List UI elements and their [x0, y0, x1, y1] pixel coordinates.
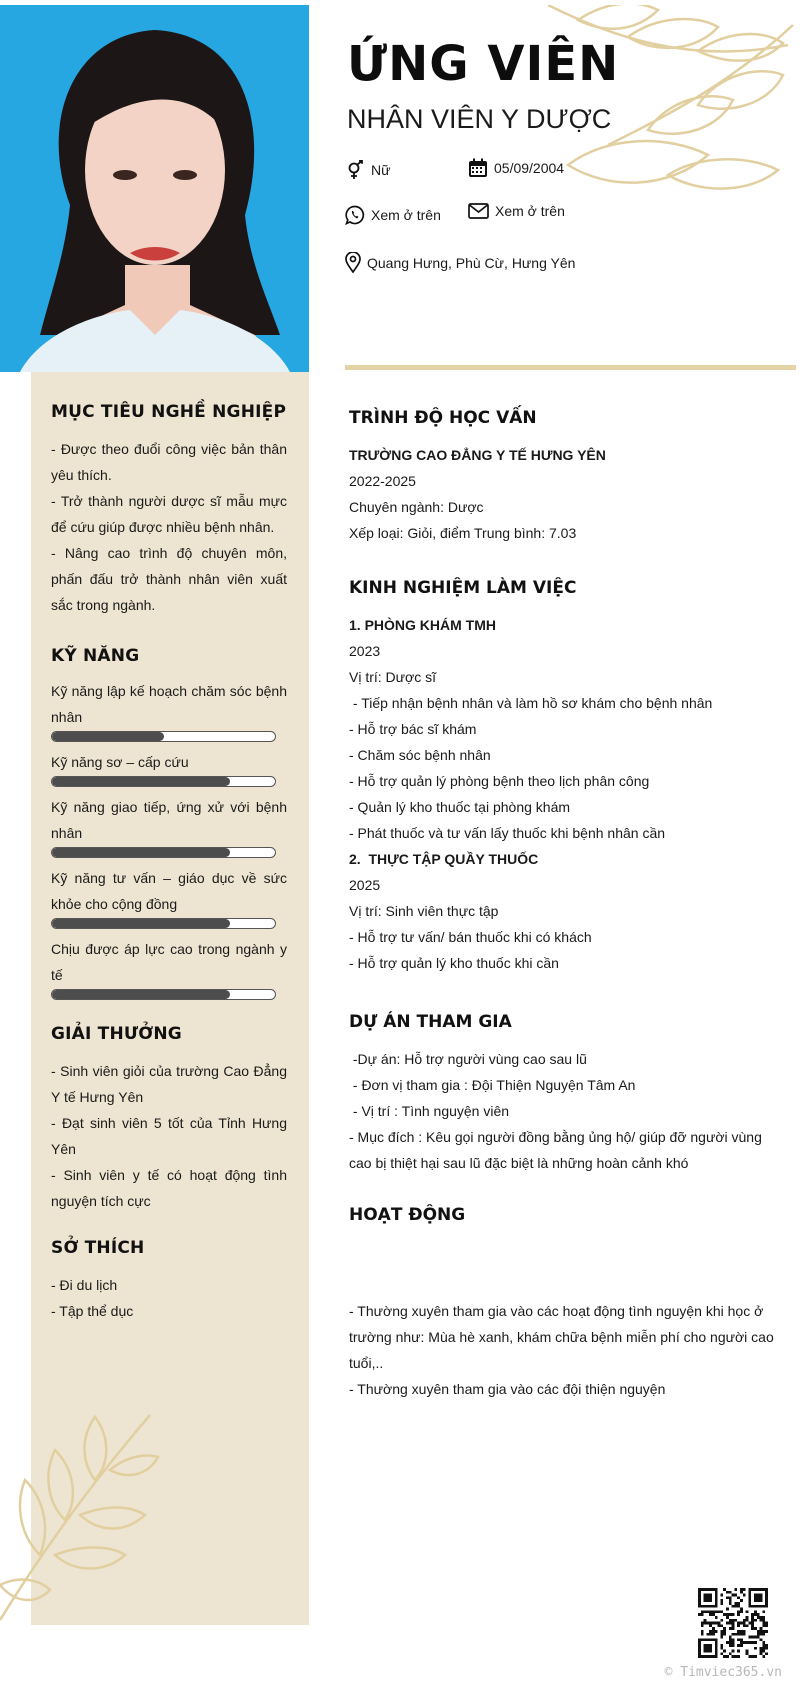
candidate-name: ỨNG VIÊN — [347, 36, 620, 92]
education-grade: Xếp loại: Giỏi, điểm Trung bình: 7.03 — [349, 525, 577, 541]
skill-level-bar — [51, 731, 276, 742]
job-task: - Hỗ trợ quản lý kho thuốc khi cần — [349, 955, 559, 971]
header-divider — [345, 365, 796, 370]
job-task: - Chăm sóc bệnh nhân — [349, 747, 491, 763]
skill-name: Chịu được áp lực cao trong ngành y tế — [51, 941, 287, 983]
skill-level-bar — [51, 776, 276, 787]
gender-info — [345, 160, 390, 180]
education-title: TRÌNH ĐỘ HỌC VẤN — [349, 408, 537, 428]
skill-name: Kỹ năng giao tiếp, ứng xử với bệnh nhân — [51, 799, 287, 841]
skill-item — [51, 865, 287, 929]
objective-title: MỤC TIÊU NGHỀ NGHIỆP — [51, 402, 287, 422]
education-major: Chuyên ngành: Dược — [349, 499, 484, 515]
job-task: - Quản lý kho thuốc tại phòng khám — [349, 799, 571, 815]
projects-title: DỰ ÁN THAM GIA — [349, 1012, 512, 1032]
awards-text — [51, 1058, 287, 1214]
job-role: Vị trí: Sinh viên thực tập — [349, 903, 499, 919]
birthdate-info — [468, 158, 564, 178]
hobby-line: - Tập thể dục — [51, 1303, 134, 1319]
job-year: 2025 — [349, 877, 381, 893]
objective-line: - Được theo đuổi công việc bản thân yêu thích. — [51, 441, 287, 483]
project-line: -Dự án: Hỗ trợ người vùng cao sau lũ — [349, 1051, 587, 1067]
activity-line: - Thường xuyên tham gia vào các hoạt động tình nguyện khi học ở trường như: Mùa hè xanh, khám chữa bệnh miễn phí cho người cao tuổi,.. — [349, 1303, 774, 1371]
skill-name: Kỹ năng sơ – cấp cứu — [51, 754, 189, 770]
email-text: Xem ở trên — [495, 203, 565, 219]
job-year: 2023 — [349, 643, 381, 659]
skill-level-bar — [51, 847, 276, 858]
activities-title: HOẠT ĐỘNG — [349, 1205, 466, 1225]
hobby-line: - Đi du lịch — [51, 1277, 118, 1293]
skill-name: Kỹ năng tư vấn – giáo dục về sức khỏe cho cộng đồng — [51, 870, 287, 912]
education-section — [349, 408, 774, 546]
objective-section — [51, 402, 287, 618]
skill-level-bar — [51, 918, 276, 929]
activities-details — [349, 1298, 774, 1402]
job-task: - Phát thuốc và tư vấn lấy thuốc khi bệnh nhân cần — [349, 825, 666, 841]
birthdate-text: 05/09/2004 — [494, 160, 565, 176]
skill-level-fill — [52, 848, 230, 857]
school-name: TRƯỜNG CAO ĐẲNG Y TẾ HƯNG YÊN — [349, 447, 606, 463]
skill-item — [51, 749, 287, 787]
job-company: 1. PHÒNG KHÁM TMH — [349, 617, 496, 633]
objective-line: - Nâng cao trình độ chuyên môn, phấn đấu trở thành nhân viên xuất sắc trong ngành. — [51, 545, 287, 613]
objective-line: - Trở thành người dược sĩ mẫu mực để cứu giúp được nhiều bệnh nhân. — [51, 493, 287, 535]
watermark: © Timviec365.vn — [664, 1665, 782, 1680]
project-line: - Mục đích : Kêu gọi người đồng bằng ủng hộ/ giúp đỡ người vùng cao bị thiệt hại sau lũ đặc biệt là những hoàn cảnh khó — [349, 1129, 762, 1171]
project-line: - Vị trí : Tình nguyện viên — [349, 1103, 510, 1119]
calendar-icon — [468, 158, 488, 178]
location-pin-icon — [345, 252, 361, 273]
address-text: Quang Hưng, Phù Cừ, Hưng Yên — [367, 254, 576, 271]
skills-title: KỸ NĂNG — [51, 646, 140, 666]
job-task: - Hỗ trợ bác sĩ khám — [349, 721, 477, 737]
skill-level-fill — [52, 732, 164, 741]
qr-code[interactable] — [698, 1588, 768, 1658]
skill-item — [51, 678, 287, 742]
activity-line: - Thường xuyên tham gia vào các đội thiện nguyện — [349, 1381, 666, 1397]
whatsapp-icon — [345, 205, 365, 225]
experience-section — [349, 578, 774, 976]
projects-section — [349, 1012, 774, 1176]
award-line: - Sinh viên y tế có hoạt động tình nguyện tích cực — [51, 1167, 287, 1209]
job-task: - Tiếp nhận bệnh nhân và làm hồ sơ khám cho bệnh nhân — [349, 695, 713, 711]
mail-icon — [468, 203, 489, 219]
skill-level-fill — [52, 990, 230, 999]
email-info[interactable] — [468, 203, 565, 219]
awards-title: GIẢI THƯỞNG — [51, 1024, 182, 1044]
experience-details — [349, 612, 774, 976]
job-task: - Hỗ trợ tư vấn/ bán thuốc khi có khách — [349, 929, 592, 945]
skill-item — [51, 794, 287, 858]
project-line: - Đơn vị tham gia : Đội Thiện Nguyện Tâm An — [349, 1077, 636, 1093]
leaf-decoration-top — [548, 5, 796, 195]
skill-name: Kỹ năng lập kế hoạch chăm sóc bệnh nhân — [51, 683, 287, 725]
award-line: - Đạt sinh viên 5 tốt của Tỉnh Hưng Yên — [51, 1115, 287, 1157]
gender-text: Nữ — [371, 162, 391, 178]
job-company: 2. THỰC TẬP QUẦY THUỐC — [349, 851, 539, 867]
hobbies-section — [51, 1238, 287, 1324]
job-task: - Hỗ trợ quản lý phòng bệnh theo lịch phân công — [349, 773, 650, 789]
awards-section — [51, 1024, 287, 1214]
projects-details — [349, 1046, 774, 1176]
leaf-decoration-bottom — [0, 1405, 160, 1625]
education-years: 2022-2025 — [349, 473, 416, 489]
activities-section — [349, 1205, 774, 1402]
candidate-photo — [0, 5, 309, 372]
skills-section — [51, 646, 287, 1007]
job-role: Vị trí: Dược sĩ — [349, 669, 437, 685]
skill-item — [51, 936, 287, 1000]
skills-list — [51, 678, 287, 1000]
gender-icon — [345, 160, 365, 180]
award-line: - Sinh viên giỏi của trường Cao Đẳng Y tế Hưng Yên — [51, 1063, 287, 1105]
education-details — [349, 442, 774, 546]
hobbies-title: SỞ THÍCH — [51, 1238, 145, 1258]
skill-level-fill — [52, 777, 230, 786]
phone-info[interactable] — [345, 205, 441, 225]
objective-text — [51, 436, 287, 618]
skill-level-fill — [52, 919, 230, 928]
portrait-image — [0, 5, 309, 372]
hobbies-text — [51, 1272, 287, 1324]
experience-title: KINH NGHIỆM LÀM VIỆC — [349, 578, 577, 598]
candidate-position: NHÂN VIÊN Y DƯỢC — [347, 104, 612, 134]
address-info — [345, 252, 575, 273]
phone-text: Xem ở trên — [371, 207, 441, 223]
skill-level-bar — [51, 989, 276, 1000]
